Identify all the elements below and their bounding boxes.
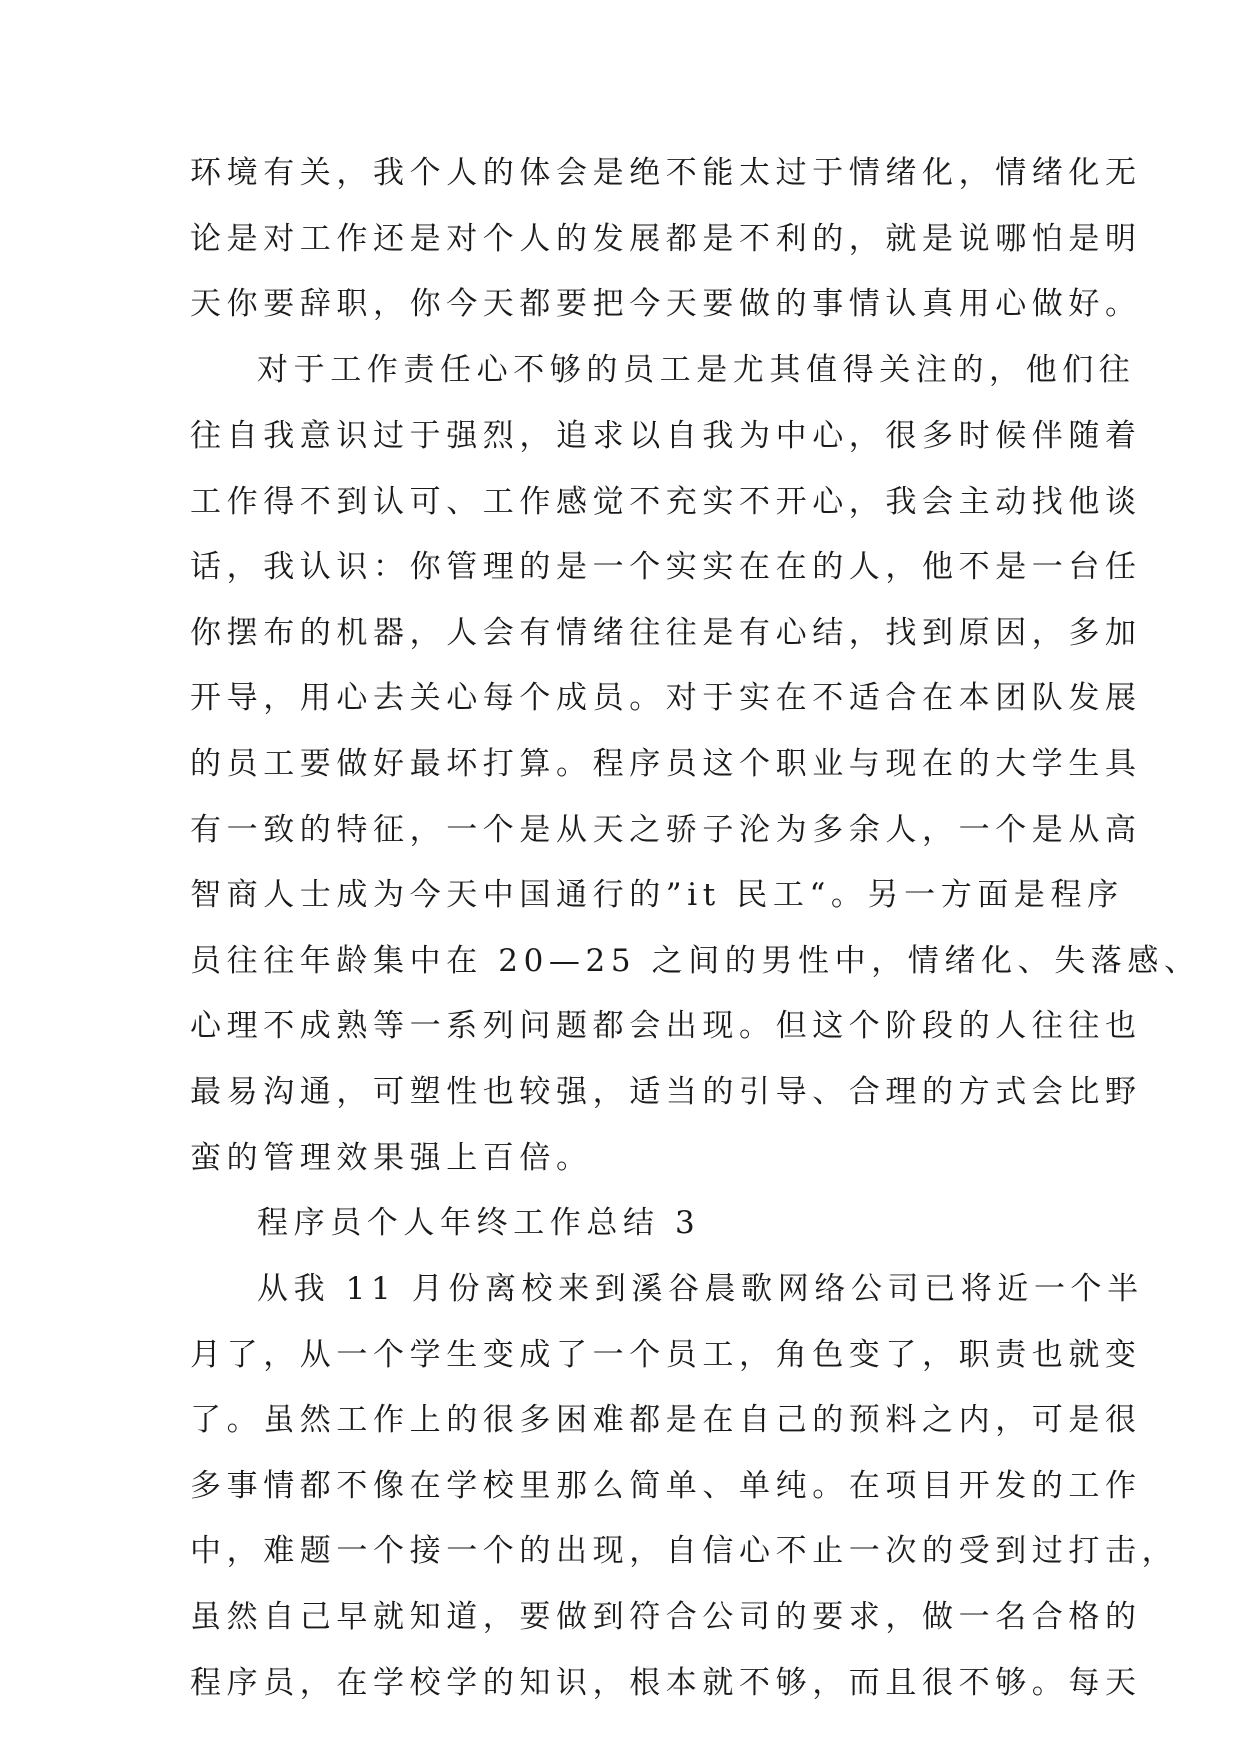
section-heading: 程序员个人年终工作总结 3 xyxy=(257,1205,701,1241)
paragraph-line: 对于工作责任心不够的员工是尤其值得关注的，他们往 xyxy=(257,352,1136,388)
paragraph-line: 有一致的特征，一个是从天之骄子沦为多余人，一个是从高 xyxy=(190,812,1142,848)
paragraph-line: 虽然自己早就知道，要做到符合公司的要求，做一名合格的 xyxy=(190,1599,1142,1635)
paragraph-line: 智商人士成为今天中国通行的”it 民工“。另一方面是程序 xyxy=(190,877,1124,913)
paragraph-line: 从我 11 月份离校来到溪谷晨歌网络公司已将近一个半 xyxy=(257,1271,1144,1307)
paragraph-line: 话，我认识：你管理的是一个实实在在的人，他不是一台任 xyxy=(190,549,1142,585)
paragraph-line: 中，难题一个接一个的出现，自信心不止一次的受到过打击， xyxy=(190,1533,1179,1569)
paragraph-line: 员往往年龄集中在 20—25 之间的男性中，情绪化、失落感、 xyxy=(190,943,1201,979)
paragraph-line: 了。虽然工作上的很多困难都是在自己的预料之内，可是很 xyxy=(190,1402,1142,1438)
paragraph-line: 往自我意识过于强烈，追求以自我为中心，很多时候伴随着 xyxy=(190,418,1142,454)
paragraph-line: 多事情都不像在学校里那么简单、单纯。在项目开发的工作 xyxy=(190,1468,1142,1504)
paragraph-line: 你摆布的机器，人会有情绪往往是有心结，找到原因，多加 xyxy=(190,615,1142,651)
paragraph-line: 论是对工作还是对个人的发展都是不利的，就是说哪怕是明 xyxy=(190,221,1142,257)
paragraph-line: 最易沟通，可塑性也较强，适当的引导、合理的方式会比野 xyxy=(190,1074,1142,1110)
paragraph-line: 的员工要做好最坏打算。程序员这个职业与现在的大学生具 xyxy=(190,746,1142,782)
paragraph-line: 开导，用心去关心每个成员。对于实在不适合在本团队发展 xyxy=(190,680,1142,716)
paragraph-line: 天你要辞职，你今天都要把今天要做的事情认真用心做好。 xyxy=(190,286,1142,322)
paragraph-line: 蛮的管理效果强上百倍。 xyxy=(190,1140,593,1176)
paragraph-line: 工作得不到认可、工作感觉不充实不开心，我会主动找他谈 xyxy=(190,484,1142,520)
paragraph-line: 月了，从一个学生变成了一个员工，角色变了，职责也就变 xyxy=(190,1337,1142,1373)
paragraph-line: 程序员，在学校学的知识，根本就不够，而且很不够。每天 xyxy=(190,1665,1142,1701)
paragraph-line: 心理不成熟等一系列问题都会出现。但这个阶段的人往往也 xyxy=(190,1008,1142,1044)
paragraph-line: 环境有关，我个人的体会是绝不能太过于情绪化，情绪化无 xyxy=(190,155,1142,191)
